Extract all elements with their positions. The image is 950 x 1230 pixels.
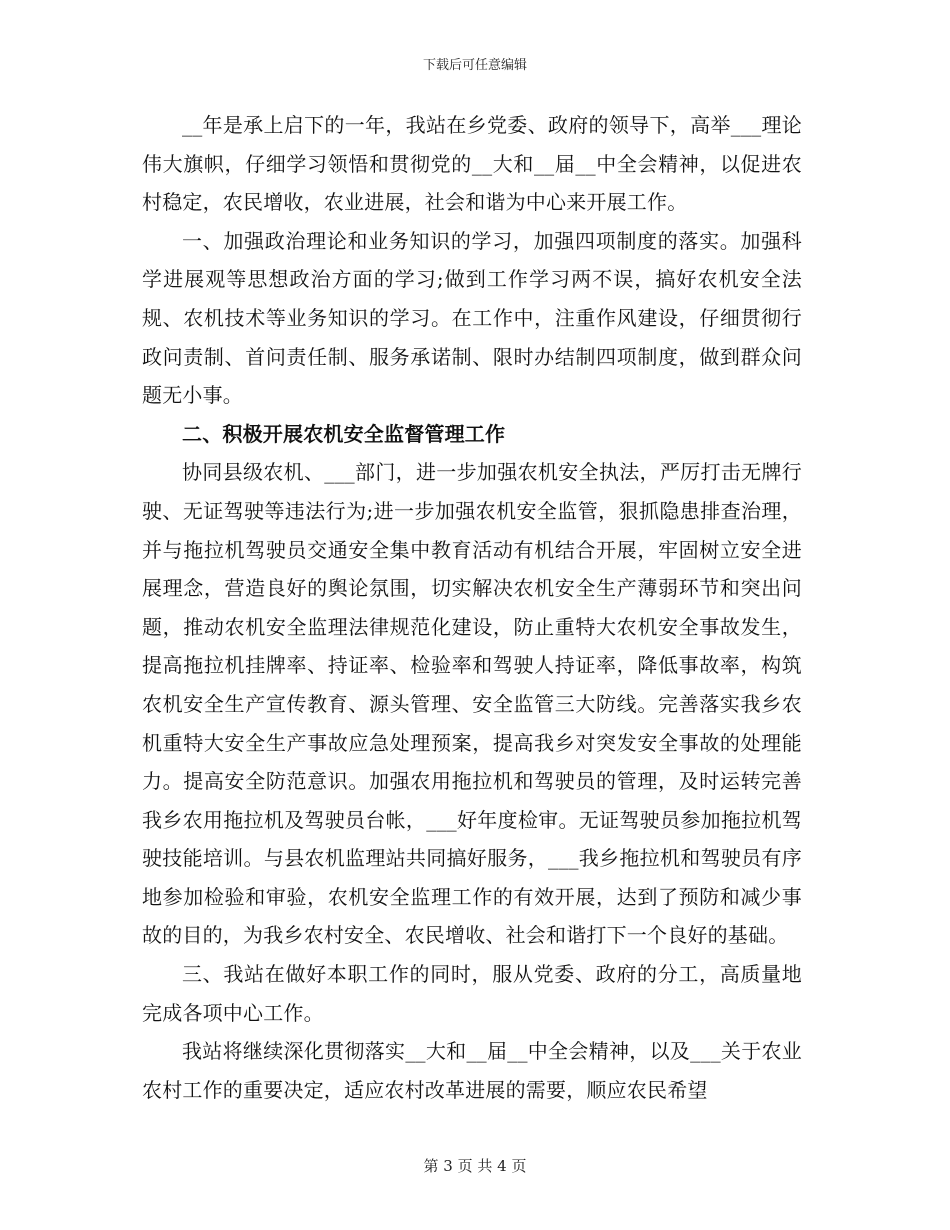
page-number-footer: 第 3 页 共 4 页 — [423, 1157, 527, 1175]
paragraph-section-1: 一、加强政治理论和业务知识的学习，加强四项制度的落实。加强科学进展观等思想政治方面的学习;做到工作学习两不误，搞好农机安全法规、农机技术等业务知识的学习。在工作中，注重作风建设，仔细贯彻行政问责制、首问责任制、服务承诺制、限时办结制四项制度，做到群众问题无小事。 — [142, 228, 802, 408]
page-header: 下载后可任意编辑 — [422, 58, 527, 73]
section-heading-2: 二、积极开展农机安全监督管理工作 — [182, 421, 506, 446]
paragraph-section-3: 三、我站在做好本职工作的同时，服从党委、政府的分工，高质量地完成各项中心工作。 — [142, 962, 802, 1025]
paragraph-closing: 我站将继续深化贯彻落实__大和__届__中全会精神，以及___关于农业农村工作的重要决定，适应农村改革进展的需要，顺应农民希望 — [142, 1039, 802, 1102]
document-body — [142, 106, 802, 1109]
paragraph-section-2-body: 协同县级农机、___部门，进一步加强农机安全执法，严厉打击无牌行驶、无证驾驶等违法行为;进一步加强农机安全监管，狠抓隐患排查治理，并与拖拉机驾驶员交通安全集中教育活动有机结合开展，牢固树立安全进展理念，营造良好的舆论氛围，切实解决农机安全生产薄弱环节和突出问题，推动农机安全监理法律规范化建设，防止重特大农机安全事故发生，提高拖拉机挂牌率、持证率、检验率和驾驶人持证率，降低事故率，构筑农机安全生产宣传教育、源头管理、安全监管三大防线。完善落实我乡农机重特大安全生产事故应急处理预案，提高我乡对突发安全事故的处理能力。提高安全防范意识。加强农用拖拉机和驾驶员的管理，及时运转完善我乡农用拖拉机及驾驶员台帐，___好年度检审。无证驾驶员参加拖拉机驾驶技能培训。与县农机监理站共同搞好服务，___我乡拖拉机和驾驶员有序地参加检验和审验，农机安全监理工作的有效开展，达到了预防和减少事故的目的，为我乡农村安全、农民增收、社会和谐打下一个良好的基础。 — [142, 460, 802, 948]
paragraph-intro: __年是承上启下的一年，我站在乡党委、政府的领导下，高举___理论伟大旗帜，仔细学习领悟和贯彻党的__大和__届__中全会精神，以促进农村稳定，农民增收，农业进展，社会和谐为中心来开展工作。 — [142, 113, 802, 215]
